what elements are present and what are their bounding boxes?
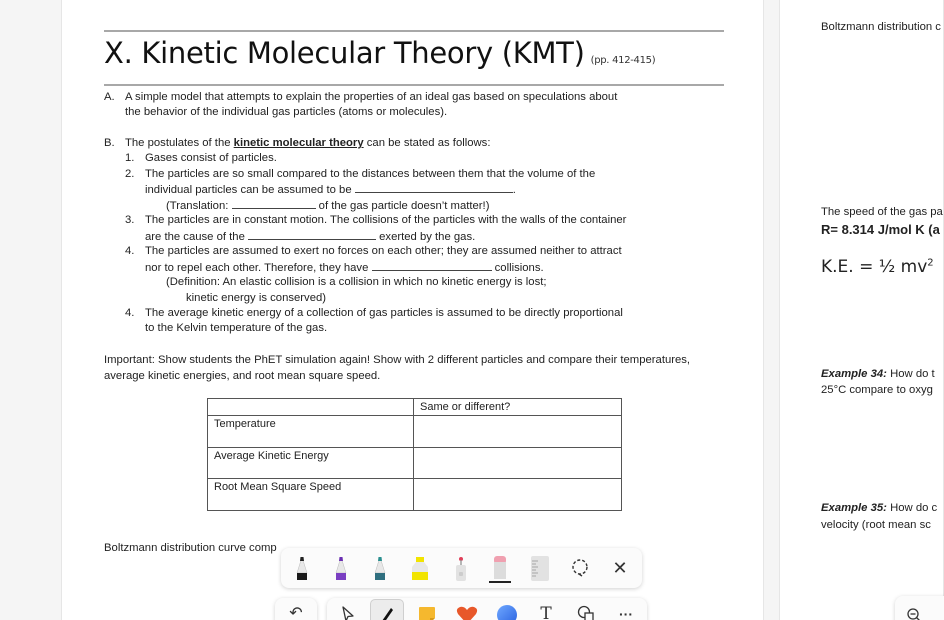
title-top-rule xyxy=(104,30,724,32)
close-pen-toolbar-button[interactable] xyxy=(608,556,632,580)
item-4-definition-cont: kinetic energy is conserved) xyxy=(186,292,327,304)
item-2-line2 xyxy=(145,182,516,199)
item-4-num: 4. xyxy=(125,245,135,257)
example-34-text: How do t xyxy=(886,368,935,380)
heart-icon xyxy=(456,605,478,620)
lasso-select-tool[interactable] xyxy=(568,556,592,580)
example-35-label: Example 35: xyxy=(821,502,887,514)
fill-in-blank xyxy=(248,229,376,240)
right-speed-line: The speed of the gas pa xyxy=(821,206,943,218)
yellow-highlighter-icon xyxy=(409,555,431,583)
example-34-label: Example 34: xyxy=(821,368,887,380)
table-cell-answer[interactable] xyxy=(414,448,622,479)
pen-toolbar xyxy=(281,548,642,588)
intro-post: can be stated as follows: xyxy=(363,137,491,149)
title-text: X. Kinetic Molecular Theory (KMT) xyxy=(104,36,585,70)
fill-in-blank xyxy=(372,260,492,271)
black-pen-tool[interactable] xyxy=(292,554,312,584)
intro-pre: The postulates of the xyxy=(125,137,234,149)
item-3-line2-post: exerted by the gas. xyxy=(379,231,476,243)
translation-pre: (Translation: xyxy=(166,200,229,212)
eraser-icon xyxy=(489,553,511,583)
more-icon: ··· xyxy=(619,606,633,620)
zoom-control xyxy=(895,596,944,620)
translation-post: of the gas particle doesn’t matter!) xyxy=(318,200,490,212)
fill-in-blank xyxy=(232,198,316,209)
section-a-line2: the behavior of the individual gas particles (atoms or molecules). xyxy=(125,106,448,118)
select-tool-button[interactable] xyxy=(337,603,359,620)
comparison-table xyxy=(207,398,622,511)
fill-in-blank xyxy=(355,182,513,193)
ke-exponent: 2 xyxy=(927,257,934,269)
ruler-icon xyxy=(529,554,551,582)
table-cell-label: Root Mean Square Speed xyxy=(208,479,414,511)
shapes-icon xyxy=(576,604,596,620)
black-pen-icon xyxy=(294,555,310,583)
item-2-line1: The particles are so small compared to the distances between them that the volume of the xyxy=(145,168,596,180)
item-4-definition: (Definition: An elastic collision is a collision in which no kinetic energy is lost; xyxy=(166,276,547,288)
table-row xyxy=(208,448,622,479)
item-1-num: 1. xyxy=(125,152,135,164)
table-header-row xyxy=(208,399,622,416)
item-5-line2: to the Kelvin temperature of the gas. xyxy=(145,322,328,334)
item-4-line2-pre: nor to repel each other. Therefore, they have xyxy=(145,262,369,274)
gas-constant: R= 8.314 J/mol K (a xyxy=(821,222,940,237)
ruler-tool[interactable] xyxy=(527,553,553,583)
purple-pen-tool[interactable] xyxy=(331,554,351,584)
item-4-line2-post: collisions. xyxy=(494,262,544,274)
document-page-left xyxy=(61,0,764,620)
pen-tool-button[interactable] xyxy=(370,599,404,620)
undo-toolbar xyxy=(275,598,317,620)
item-5-num: 4. xyxy=(125,307,135,319)
table-row xyxy=(208,479,622,511)
cursor-arrow-icon xyxy=(340,605,356,620)
kmt-term: kinetic molecular theory xyxy=(233,137,364,149)
text-icon: T xyxy=(540,604,552,620)
table-cell-answer[interactable] xyxy=(414,416,622,448)
pencil-tool[interactable] xyxy=(451,554,471,584)
section-b-intro xyxy=(125,136,490,152)
text-tool-button[interactable] xyxy=(535,603,557,620)
table-header-cell xyxy=(208,399,414,416)
page-title xyxy=(104,36,655,70)
table-cell-label: Temperature xyxy=(208,416,414,448)
blue-circle-icon xyxy=(496,604,518,620)
table-row xyxy=(208,416,622,448)
lasso-icon xyxy=(570,558,590,578)
teal-pen-icon xyxy=(372,555,388,583)
main-toolbar xyxy=(327,598,647,620)
table-cell-answer[interactable] xyxy=(414,479,622,511)
document-page-right xyxy=(779,0,944,620)
shapes-tool-button[interactable] xyxy=(575,603,597,620)
section-a-line1: A simple model that attempts to explain the properties of an ideal gas based on speculations about xyxy=(125,91,618,103)
right-boltzmann-heading: Boltzmann distribution c xyxy=(821,21,941,33)
important-note-line1: Important: Show students the PhET simulation again! Show with 2 different particles and compare their temperatures, xyxy=(104,354,691,366)
item-2-line2-pre: individual particles can be assumed to be xyxy=(145,184,352,196)
section-a-marker: A. xyxy=(104,91,115,103)
title-bottom-rule xyxy=(104,84,724,86)
section-b-marker: B. xyxy=(104,137,115,149)
sticky-note-icon xyxy=(417,605,437,620)
item-2-num: 2. xyxy=(125,168,135,180)
item-3-line2-pre: are the cause of the xyxy=(145,231,245,243)
example-35-text: How do c xyxy=(886,502,938,514)
more-options-button[interactable] xyxy=(614,603,638,620)
zoom-out-button[interactable] xyxy=(903,604,925,620)
pen-icon xyxy=(378,604,396,620)
item-3-line1: The particles are in constant motion. The collisions of the particles with the walls of the container xyxy=(145,214,627,226)
undo-icon: ↶ xyxy=(289,605,303,620)
pencil-icon xyxy=(453,555,469,583)
example-34-line2: 25°C compare to oxyg xyxy=(821,384,933,396)
title-page-ref: (pp. 412-415) xyxy=(590,55,656,66)
sticky-note-button[interactable] xyxy=(415,603,439,620)
zoom-out-icon xyxy=(906,607,922,620)
teal-pen-tool[interactable] xyxy=(370,554,390,584)
example-35 xyxy=(821,502,937,514)
example-34 xyxy=(821,368,935,380)
table-header-cell: Same or different? xyxy=(414,399,622,416)
eraser-tool[interactable] xyxy=(485,551,515,585)
boltzmann-caption: Boltzmann distribution curve comp xyxy=(104,542,277,554)
item-5-line1: The average kinetic energy of a collection of gas particles is assumed to be directly proportional xyxy=(145,307,623,319)
highlighter-tool[interactable] xyxy=(408,554,432,584)
reaction-button[interactable] xyxy=(455,603,479,620)
shape-circle-button[interactable] xyxy=(495,603,519,620)
item-4-line1: The particles are assumed to exert no forces on each other; they are assumed neither to attract xyxy=(145,245,622,257)
item-3-num: 3. xyxy=(125,214,135,226)
ke-formula-text: K.E. = ½ mv xyxy=(821,257,928,277)
purple-pen-icon xyxy=(333,555,349,583)
example-35-line2: velocity (root mean sc xyxy=(821,519,931,531)
close-icon: ✕ xyxy=(612,557,628,578)
item-2-line2-post: . xyxy=(512,184,516,196)
item-1-text: Gases consist of particles. xyxy=(145,152,277,164)
ke-formula xyxy=(821,257,934,277)
undo-button[interactable] xyxy=(283,602,309,620)
table-cell-label: Average Kinetic Energy xyxy=(208,448,414,479)
important-note-line2: average kinetic energies, and root mean square speed. xyxy=(104,370,381,382)
